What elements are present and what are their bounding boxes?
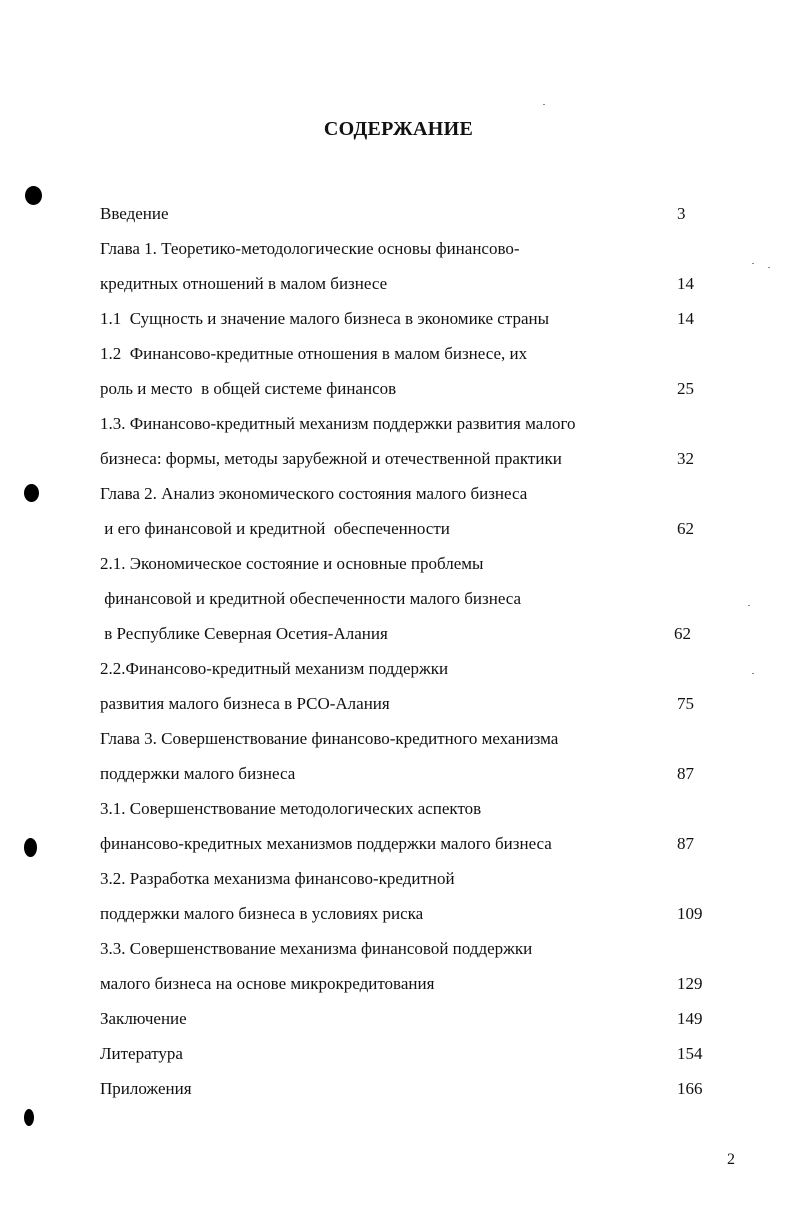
toc-entry-page: 154 bbox=[677, 1044, 703, 1063]
toc-entry-page: 32 bbox=[677, 449, 694, 468]
toc-entry-text: малого бизнеса на основе микрокредитования bbox=[100, 974, 435, 993]
toc-entry-text: Литература bbox=[100, 1044, 183, 1063]
scan-speck bbox=[752, 263, 754, 264]
toc-entry-text: и его финансовой и кредитной обеспеченности bbox=[100, 519, 450, 538]
scan-speck bbox=[748, 605, 750, 606]
toc-entry-text: 2.2.Финансово-кредитный механизм поддержки bbox=[100, 659, 449, 678]
toc-entry-text: Глава 3. Совершенствование финансово-кредитного механизма bbox=[100, 729, 559, 748]
toc-entry-text: 3.2. Разработка механизма финансово-кредитной bbox=[100, 869, 455, 888]
toc-entry-text: развития малого бизнеса в РСО-Алания bbox=[100, 694, 390, 713]
punch-hole bbox=[24, 484, 39, 502]
page-title: СОДЕРЖАНИЕ bbox=[323, 118, 474, 140]
toc-entry-page: 87 bbox=[677, 834, 694, 853]
toc-entry-text: Глава 2. Анализ экономического состояния малого бизнеса bbox=[100, 484, 528, 503]
toc-entry-text: Введение bbox=[100, 204, 169, 223]
toc-entry-text: финансовой и кредитной обеспеченности малого бизнеса bbox=[100, 589, 522, 608]
toc-entry-page: 25 bbox=[677, 379, 694, 398]
toc-entry-text: 3.1. Совершенствование методологических аспектов bbox=[100, 799, 482, 818]
toc-entry-text: роль и место в общей системе финансов bbox=[100, 379, 397, 398]
toc-entry-page: 62 bbox=[677, 519, 694, 538]
punch-hole bbox=[25, 186, 42, 205]
toc-entry-page: 3 bbox=[677, 204, 686, 223]
toc-entry-page: 149 bbox=[677, 1009, 703, 1028]
toc-entry-text: 3.3. Совершенствование механизма финансовой поддержки bbox=[100, 939, 533, 958]
toc-entry-text: финансово-кредитных механизмов поддержки малого бизнеса bbox=[100, 834, 552, 853]
toc-entry-page: 62 bbox=[674, 624, 691, 643]
toc-entry-text: Заключение bbox=[100, 1009, 187, 1028]
toc-entry-text: 1.2 Финансово-кредитные отношения в малом бизнесе, их bbox=[100, 344, 528, 363]
toc-entry-page: 14 bbox=[677, 309, 694, 328]
toc-entry-text: Глава 1. Теоретико-методологические основы финансово- bbox=[100, 239, 520, 258]
toc-entry-text: кредитных отношений в малом бизнесе bbox=[100, 274, 388, 293]
toc-entry-text: Приложения bbox=[100, 1079, 192, 1098]
toc-entry-page: 14 bbox=[677, 274, 694, 293]
punch-hole bbox=[24, 1109, 34, 1126]
toc-entry-page: 87 bbox=[677, 764, 694, 783]
toc-entry-page: 129 bbox=[677, 974, 703, 993]
toc-entry-text: в Республике Северная Осетия-Алания bbox=[100, 624, 388, 643]
scan-speck bbox=[752, 673, 754, 674]
punch-hole bbox=[24, 838, 37, 857]
page-number: 2 bbox=[727, 1151, 735, 1168]
toc-entry-text: поддержки малого бизнеса в условиях риска bbox=[100, 904, 424, 923]
toc-entry-text: 1.3. Финансово-кредитный механизм поддержки развития малого bbox=[100, 414, 576, 433]
toc-entry-text: 1.1 Сущность и значение малого бизнеса в экономике страны bbox=[100, 309, 550, 328]
scan-speck bbox=[543, 104, 545, 105]
toc-entry-text: 2.1. Экономическое состояние и основные проблемы bbox=[100, 554, 484, 573]
scan-speck bbox=[768, 267, 770, 268]
toc-entry-text: поддержки малого бизнеса bbox=[100, 764, 296, 783]
toc-entry-page: 75 bbox=[677, 694, 694, 713]
toc-entry-page: 109 bbox=[677, 904, 703, 923]
toc-entry-text: бизнеса: формы, методы зарубежной и отечественной практики bbox=[100, 449, 562, 468]
toc-entry-page: 166 bbox=[677, 1079, 703, 1098]
